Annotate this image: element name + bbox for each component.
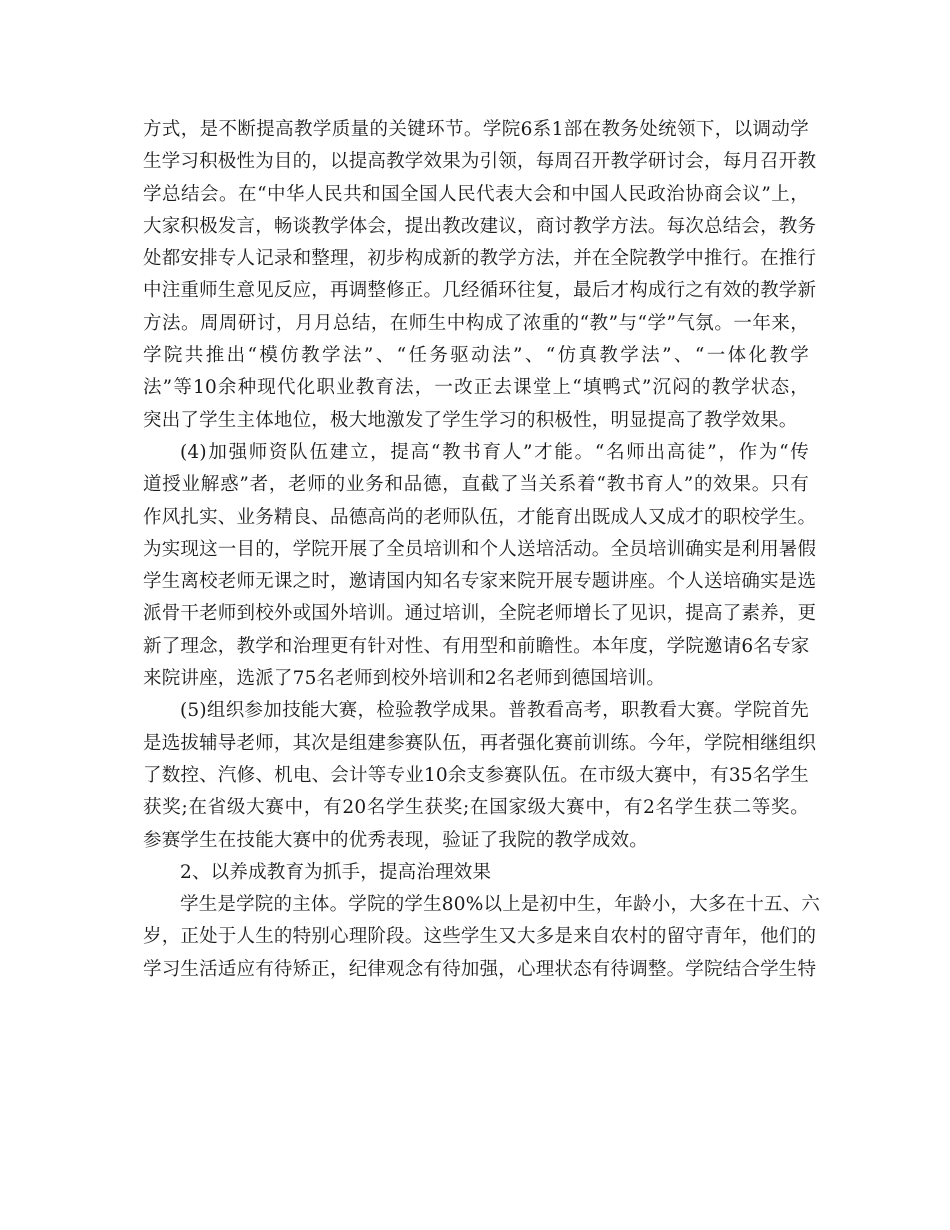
text-line: 方法。周周研讨，月月总结，在师生中构成了浓重的“教”与“学”气氛。一年来， — [143, 312, 809, 334]
text-line: 作风扎实、业务精良、品德高尚的老师队伍，才能育出既成人又成才的职校学生。 — [143, 506, 817, 528]
text-line: 是选拔辅导老师，其次是组建参赛队伍，再者强化赛前训练。今年，学院相继组织 — [143, 732, 817, 754]
paragraph-start-line: 学生是学院的主体。学院的学生80%以上是初中生，年龄小，大多在十五、六 — [180, 894, 821, 916]
section-heading: 2、以养成教育为抓手，提高治理效果 — [180, 861, 492, 883]
document-body — [143, 114, 821, 986]
text-line: 中注重师生意见反应，再调整修正。几经循环往复，最后才构成行之有效的教学新 — [143, 280, 817, 302]
text-line: 法”等10余种现代化职业教育法，一改正去课堂上“填鸭式”沉闷的教学状态， — [143, 377, 809, 399]
text-line: 为实现这一目的，学院开展了全员培训和个人送培活动。全员培训确实是利用暑假 — [143, 538, 817, 560]
paragraph-start-line: (5)组织参加技能大赛，检验教学成果。普教看高考，职教看大赛。学院首先 — [180, 700, 809, 722]
text-line: 获奖;在省级大赛中，有20名学生获奖;在国家级大赛中，有2名学生获二等奖。 — [143, 797, 809, 819]
paragraph-end-line: 来院讲座，选派了75名老师到校外培训和2名老师到德国培训。 — [143, 668, 666, 690]
text-line: 学院共推出“模仿教学法”、“任务驱动法”、“仿真教学法”、“一体化教学 — [143, 345, 809, 367]
text-line: 大家积极发言，畅谈教学体会，提出教改建议，商讨教学方法。每次总结会，教务 — [143, 215, 817, 237]
text-line: 派骨干老师到校外或国外培训。通过培训，全院老师增长了见识，提高了素养，更 — [143, 603, 817, 625]
text-line: 岁，正处于人生的特别心理阶段。这些学生又大多是来自农村的留守青年，他们的 — [143, 926, 817, 948]
text-line: 学生离校老师无课之时，邀请国内知名专家来院开展专题讲座。个人送培确实是选 — [143, 571, 817, 593]
text-line: 处都安排专人记录和整理，初步构成新的教学方法，并在全院教学中推行。在推行 — [143, 248, 817, 270]
paragraph-end-line: 突出了学生主体地位，极大地激发了学生学习的积极性，明显提高了教学效果。 — [143, 409, 798, 431]
text-line: 方式，是不断提高教学质量的关键环节。学院6系1部在教务处统领下，以调动学 — [143, 119, 809, 140]
text-line: 道授业解惑”者，老师的业务和品德，直截了当关系着“教书育人”的效果。只有 — [143, 474, 809, 496]
paragraph-start-line: (4)加强师资队伍建立，提高“教书育人”才能。“名师出高徒”，作为“传 — [180, 441, 809, 463]
paragraph-end-line: 参赛学生在技能大赛中的优秀表现，验证了我院的教学成效。 — [143, 829, 648, 851]
text-line: 了数控、汽修、机电、会计等专业10余支参赛队伍。在市级大赛中，有35名学生 — [143, 764, 809, 786]
text-line: 新了理念，教学和治理更有针对性、有用型和前瞻性。本年度，学院邀请6名专家 — [143, 635, 810, 657]
text-line: 学总结会。在“中华人民共和国全国人民代表大会和中国人民政治协商会议”上， — [143, 183, 809, 205]
text-line: 生学习积极性为目的，以提高教学效果为引领，每周召开教学研讨会，每月召开教 — [143, 151, 817, 173]
text-line: 学习生活适应有待矫正，纪律观念有待加强，心理状态有待调整。学院结合学生特 — [143, 958, 817, 980]
